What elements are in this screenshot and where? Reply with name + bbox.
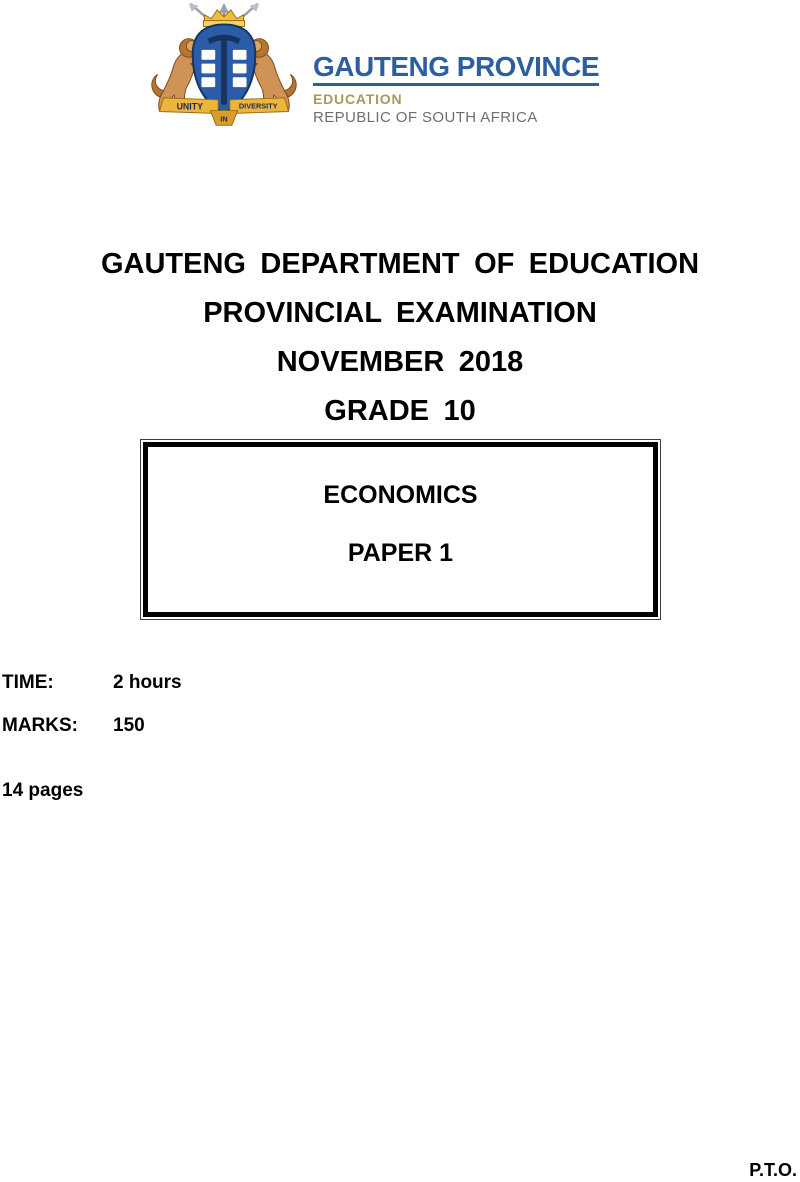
time-label: TIME: [2, 672, 54, 693]
subject-box [140, 439, 661, 620]
heading-examination: PROVINCIAL EXAMINATION [203, 297, 597, 329]
gauteng-education-logo [143, 0, 603, 137]
logo-department-label: EDUCATION [313, 91, 403, 108]
logo-country-label: REPUBLIC OF SOUTH AFRICA [313, 109, 538, 127]
time-value: 2 hours [113, 672, 182, 693]
subject-box-inner [143, 442, 658, 617]
motto-diversity: DIVERSITY [238, 101, 278, 111]
motto-in: IN [220, 114, 228, 124]
paper-number: PAPER 1 [347, 539, 454, 567]
page-count: 14 pages [2, 780, 84, 801]
exam-details [2, 672, 182, 802]
logo-province-title: GAUTENG PROVINCE [313, 52, 599, 86]
pto-label: P.T.O. [749, 1160, 797, 1180]
marks-label: MARKS: [2, 715, 78, 736]
heading-department: GAUTENG DEPARTMENT OF EDUCATION [100, 248, 700, 280]
heading-date: NOVEMBER 2018 [276, 346, 524, 378]
exam-headings [0, 240, 800, 436]
heading-grade: GRADE 10 [324, 395, 476, 427]
time-row [2, 672, 182, 694]
subject-name: ECONOMICS [323, 481, 478, 509]
marks-value: 150 [113, 715, 145, 736]
marks-row [2, 715, 182, 737]
motto-unity: UNITY [176, 101, 203, 112]
gauteng-coat-of-arms-icon [143, 3, 305, 135]
logo-text-block [313, 52, 599, 126]
